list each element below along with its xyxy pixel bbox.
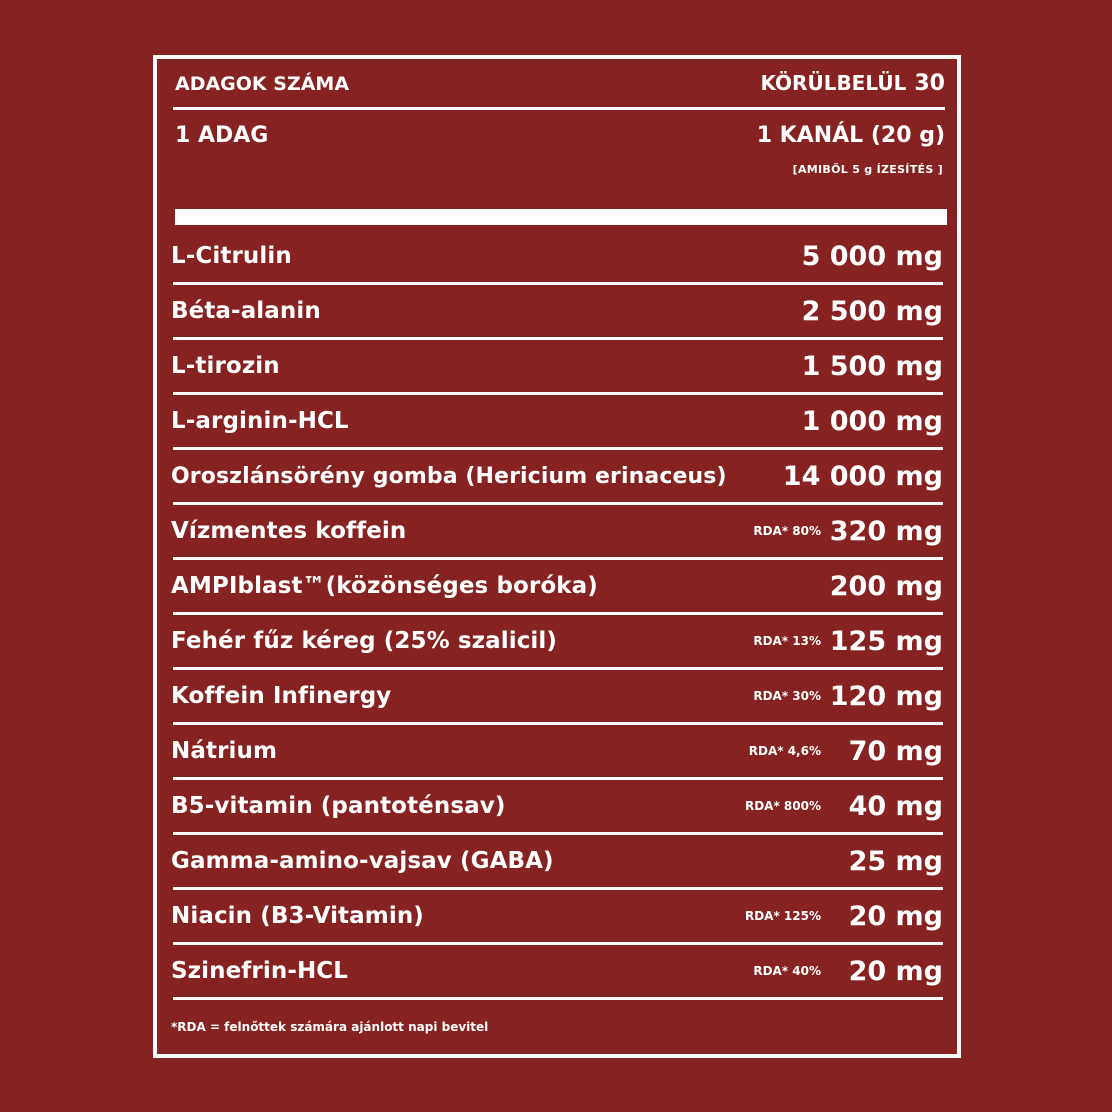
ingredient-amount: 70 mg [848, 735, 943, 767]
ingredient-amount: 25 mg [848, 845, 943, 877]
ingredient-name: Nátrium [171, 738, 278, 764]
ingredient-name: B5-vitamin (pantoténsav) [171, 793, 506, 819]
ingredient-row [171, 944, 943, 998]
servings-value-prefix: KÖRÜLBELÜL [760, 71, 907, 95]
ingredient-name: Vízmentes koffein [171, 518, 407, 544]
rda-footnote: *RDA = felnőttek számára ajánlott napi bevitel [171, 1020, 489, 1034]
ingredient-row [171, 614, 943, 668]
serving-size-row [175, 123, 945, 148]
ingredient-name: Szinefrin-HCL [171, 958, 349, 984]
ingredient-name: L-Citrulin [171, 243, 292, 269]
ingredient-row [171, 669, 943, 723]
ingredient-name: Fehér fűz kéreg (25% szalicil) [171, 628, 558, 654]
ingredient-row [171, 834, 943, 888]
ingredient-amount: 200 mg [829, 570, 943, 602]
header-divider [173, 107, 945, 110]
ingredient-amount: 320 mg [829, 515, 943, 547]
ingredient-rda: RDA* 40% [753, 964, 821, 978]
ingredient-row [171, 449, 943, 503]
ingredient-rda: RDA* 4,6% [748, 744, 821, 758]
ingredient-amount: 1 500 mg [801, 350, 943, 382]
ingredient-row [171, 339, 943, 393]
ingredient-row [171, 724, 943, 778]
ingredient-row [171, 504, 943, 558]
ingredient-name: Béta-alanin [171, 298, 321, 324]
ingredient-amount: 2 500 mg [801, 295, 943, 327]
ingredient-name: Koffein Infinergy [171, 683, 392, 709]
ingredient-amount: 14 000 mg [782, 460, 943, 492]
ingredient-name: Niacin (B3-Vitamin) [171, 903, 424, 929]
servings-row [175, 71, 945, 96]
ingredient-rda: RDA* 800% [744, 799, 821, 813]
ingredient-row [171, 889, 943, 943]
ingredient-amount: 20 mg [848, 900, 943, 932]
ingredient-name: Oroszlánsörény gomba (Hericium erinaceus) [171, 463, 727, 489]
ingredient-amount: 1 000 mg [801, 405, 943, 437]
ingredient-amount: 40 mg [848, 790, 943, 822]
ingredient-name: L-tirozin [171, 353, 280, 379]
ingredient-name: AMPIblast™(közönséges boróka) [171, 573, 598, 599]
ingredient-amount: 120 mg [829, 680, 943, 712]
servings-label: ADAGOK SZÁMA [175, 72, 350, 95]
ingredient-row [171, 559, 943, 613]
ingredient-rda: RDA* 125% [744, 909, 821, 923]
ingredient-amount: 125 mg [829, 625, 943, 657]
ingredient-rda: RDA* 80% [753, 524, 821, 538]
ingredient-name: L-arginin-HCL [171, 408, 349, 434]
ingredient-rda: RDA* 13% [753, 634, 821, 648]
row-divider [173, 997, 943, 1000]
ingredient-row [171, 284, 943, 338]
serving-note: [AMIBŐL 5 g ÍZESÍTÉS ] [792, 163, 943, 176]
ingredient-row [171, 229, 943, 283]
ingredient-amount: 20 mg [848, 955, 943, 987]
servings-value: 30 [914, 71, 945, 96]
ingredient-name: Gamma-amino-vajsav (GABA) [171, 848, 554, 874]
serving-label: 1 ADAG [175, 123, 269, 148]
servings-value-group [760, 71, 945, 96]
serving-value: 1 KANÁL (20 g) [756, 123, 945, 148]
ingredient-row [171, 394, 943, 448]
ingredient-rda: RDA* 30% [753, 689, 821, 703]
ingredient-row [171, 779, 943, 833]
nutrition-facts-panel [153, 55, 961, 1058]
ingredient-amount: 5 000 mg [801, 240, 943, 272]
thick-divider-bar [175, 209, 947, 225]
